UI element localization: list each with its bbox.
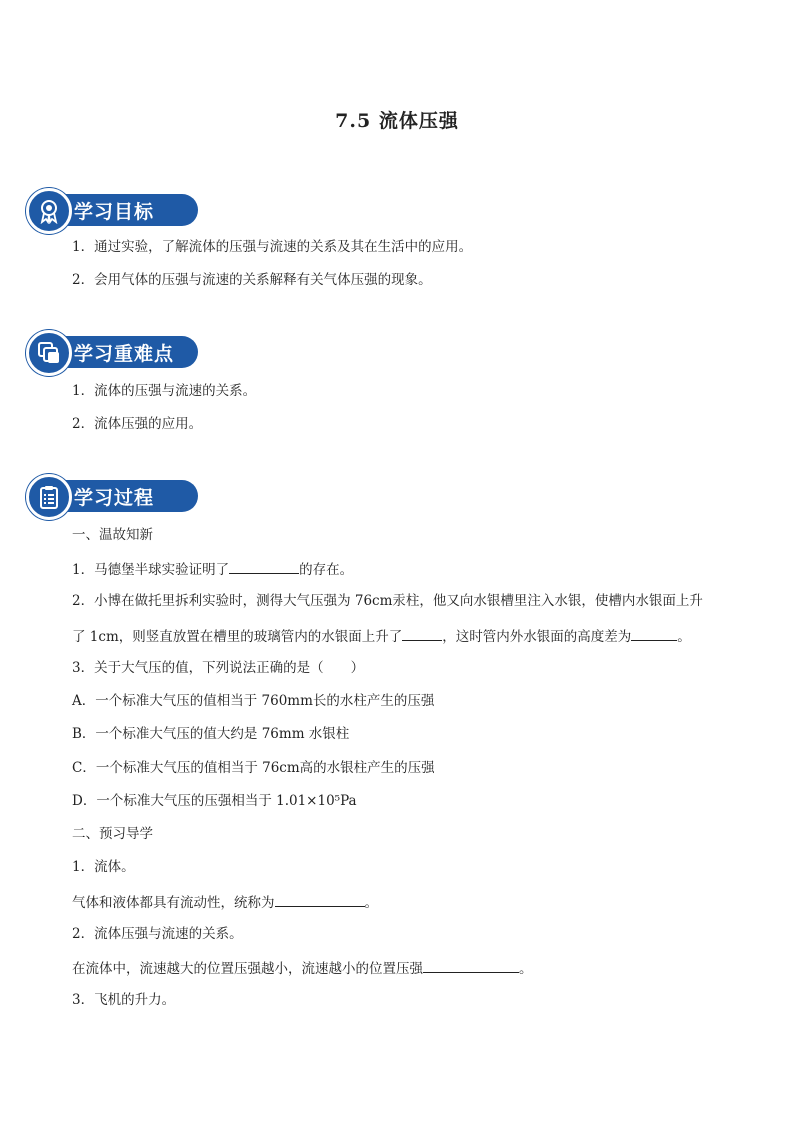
preview-item-2: 2．流体压强与流速的关系。 bbox=[72, 926, 243, 942]
question-3-option-a: A．一个标准大气压的值相当于 760mm长的水柱产生的压强 bbox=[72, 693, 435, 709]
goal-item-1: 1．通过实验，了解流体的压强与流速的关系及其在生活中的应用。 bbox=[72, 239, 473, 255]
answer-blank bbox=[402, 626, 442, 641]
preview-item-3: 3．飞机的升力。 bbox=[72, 992, 176, 1008]
preview-item-2-text-a: 在流体中，流速越大的位置压强越小，流速越小的位置压强 bbox=[72, 961, 423, 977]
question-1 bbox=[72, 559, 353, 579]
question-2-text-a: 了 1cm，则竖直放置在槽里的玻璃管内的水银面上升了 bbox=[72, 629, 403, 645]
keypoint-item-1: 1．流体的压强与流速的关系。 bbox=[72, 383, 257, 399]
question-1-text-b: 的存在。 bbox=[299, 562, 354, 578]
question-3-option-c: C．一个标准大气压的值相当于 76cm高的水银柱产生的压强 bbox=[72, 760, 435, 776]
preview-item-1: 1．流体。 bbox=[72, 859, 135, 875]
section-badge-keypoints bbox=[26, 330, 186, 370]
answer-blank bbox=[423, 958, 519, 973]
question-3-option-b: B．一个标准大气压的值大约是 76mm 水银柱 bbox=[72, 726, 350, 742]
question-2-line-2 bbox=[72, 626, 691, 646]
question-1-text-a: 1．马德堡半球实验证明了 bbox=[72, 562, 230, 578]
answer-blank bbox=[631, 626, 677, 641]
question-2-text-c: 。 bbox=[677, 629, 691, 645]
answer-blank bbox=[229, 559, 299, 574]
page-title: 7.5 流体压强 bbox=[335, 110, 459, 132]
part1-heading: 一、温故知新 bbox=[72, 527, 153, 543]
question-2-text-b: ，这时管内外水银面的高度差为 bbox=[442, 629, 632, 645]
award-ribbon-icon bbox=[26, 188, 72, 234]
answer-blank bbox=[275, 892, 365, 907]
preview-item-1-text-a: 气体和液体都具有流动性，统称为 bbox=[72, 895, 275, 911]
question-3-option-d: D．一个标准大气压的压强相当于 1.01×10⁵Pa bbox=[72, 793, 357, 809]
section-label-goals: 学习目标 bbox=[74, 201, 155, 223]
stacked-pages-icon bbox=[26, 330, 72, 376]
section-badge-goals bbox=[26, 188, 186, 228]
keypoint-item-2: 2．流体压强的应用。 bbox=[72, 416, 203, 432]
part2-heading: 二、预习导学 bbox=[72, 826, 153, 842]
question-2-line-1: 2．小博在做托里拆利实验时，测得大气压强为 76cm汞柱，他又向水银槽里注入水银，使槽内水银面上升 bbox=[72, 593, 703, 609]
goal-item-2: 2．会用气体的压强与流速的关系解释有关气体压强的现象。 bbox=[72, 272, 432, 288]
preview-item-2-text-b: 。 bbox=[519, 961, 533, 977]
preview-item-1-text-b: 。 bbox=[364, 895, 378, 911]
clipboard-checklist-icon bbox=[26, 474, 72, 520]
section-label-keypoints: 学习重难点 bbox=[74, 343, 175, 365]
section-badge-process bbox=[26, 474, 186, 514]
preview-item-2-text bbox=[72, 958, 533, 978]
question-3: 3．关于大气压的值，下列说法正确的是（ ） bbox=[72, 660, 365, 676]
section-label-process: 学习过程 bbox=[74, 487, 155, 509]
preview-item-1-text bbox=[72, 892, 378, 912]
